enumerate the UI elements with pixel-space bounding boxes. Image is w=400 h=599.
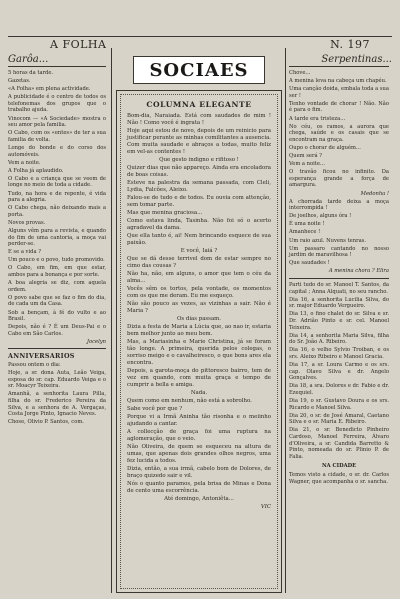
- left-paragraph: O Cabo chega, não deixando mais a porta.: [8, 205, 106, 218]
- center-paragraph: Mas, a Mariasinha e Marie Christina, já se foram tão longe. A primeira, querida pelos colegas, o sorriso meigo e o cavalheiresco, o que bons ares ela encontra.: [127, 339, 271, 366]
- center-paragraph: Que se dá desse terrivel dom de estar sempre no cimo das cousas ?: [127, 256, 271, 269]
- logo-text: SOCIAES: [149, 59, 249, 81]
- right-paragraph: Dia 21, o sr. Benedicto Pinheiro Cardoso, Manoel Ferreira, Álvaro d'Oliveira, a sr. Candida Barretto & Pinto, nomeada do sr. Plinio P. de Falia.: [289, 427, 389, 460]
- right-paragraph: Dia 16, o velho Sylvio Troiban, e os srs. Aleixo Ribeiro e Manoel Gracia.: [289, 347, 389, 360]
- right-paragraph: Quem será ?: [289, 153, 322, 160]
- right-paragraph: De joelhos, alguns óra !: [289, 213, 352, 220]
- left-paragraph: Gazetas.: [8, 78, 31, 85]
- right-paragraph: Dia 19, o sr. Gustavo Doura e os srs. Ricardo e Manoel Silva.: [289, 398, 389, 411]
- center-paragraph: Bom-dia, Naraiada. Está com saudades de mim ! Não ! Como você é ingrata !: [127, 113, 271, 126]
- right-paragraph: Dia 18, a sra. Dolores e dr. Fabio e dr. Ezequiel.: [289, 383, 389, 396]
- right-section-rule: [289, 66, 389, 67]
- right-section-title: Serpentinas...: [321, 54, 392, 65]
- right-paragraph: Uma canção doida, embala toda a sua ser !: [289, 86, 389, 99]
- center-paragraph: Dizia, então, a sua irmã, cabelo bom de Dolores, de braço quizedo sair e vil.: [127, 466, 271, 479]
- column-text: [127, 113, 271, 511]
- na-cidade-heading: NA CIDADE: [321, 463, 357, 470]
- right-paragraph: Dia 17, a sr. Loura Carmo e os srs. cap. Olavo Silva e dr. Angelo Gonçalves.: [289, 362, 389, 382]
- left-paragraph: O Cabo e a criança que se veem de longe no meio de toda a cidade.: [8, 175, 106, 189]
- left-paragraph: 5 horas da tarde.: [8, 70, 54, 76]
- center-paragraph: Nada.: [190, 389, 208, 396]
- center-paragraph: Falou-se de tudo e de todos. Eu ouvia com attenção, sem tomar parte.: [127, 194, 271, 208]
- column-frame-inner: [120, 94, 278, 589]
- right-paragraph: Tenho vontade de chorar ! Não. Não é para o fim.: [289, 100, 389, 114]
- right-paragraph: Temos visto a cidade, o sr. dr. Carlos Wagner, que acompanha o sr. sancha.: [289, 471, 389, 485]
- center-paragraph: Esteve na palestra da semana passada, com Cleli, Lydia, Falcões, Aleixo.: [127, 179, 271, 193]
- center-paragraph: Dizia a festa de Maria a Lúcia que, ao nao ir, estaria bem melhor junto ao meu bem.: [127, 324, 271, 338]
- right-paragraph: A tarde era tristeza...: [289, 115, 346, 122]
- left-paragraph: Tudo, na hora e de repente, é vida para a alegria.: [8, 190, 106, 204]
- right-signature: A menina chora ? Elira: [328, 268, 389, 275]
- left-divider: [8, 348, 106, 349]
- right-paragraph: Um passaro cantando no nosso jardim de maravilhosa !: [289, 245, 389, 259]
- right-paragraph: Oupo o chorar de alguém...: [289, 144, 361, 151]
- left-paragraph: A publicidade é o centro de todos os telefonemas dos grupos que o trabalho ajuda.: [8, 94, 106, 114]
- left-paragraph: Novos provas.: [8, 219, 46, 226]
- center-paragraph: Que gesto indigno e rifitoso !: [159, 156, 239, 163]
- left-paragraph: Um pouco e o povo, tudo promovido.: [8, 257, 105, 264]
- anniversaries-title: ANNIVERSARIOS: [8, 352, 75, 361]
- right-paragraph: Dia 13, o fino chalet do sr. Silva e sr. Dr. Adrião Pinto e sr. cel. Manoel Teixeira.: [289, 311, 389, 331]
- left-section-title: Garôa...: [8, 54, 49, 65]
- center-column: [116, 56, 282, 593]
- issue-number: N. 197: [330, 38, 370, 51]
- right-paragraph: Vem a noite...: [289, 161, 325, 168]
- center-signature: VIC: [260, 504, 271, 511]
- center-paragraph: Nós o quanto paramos, pela brisa de Minas e Dona de cento uma escorrência.: [127, 481, 271, 494]
- center-paragraph: Sabe você por que ?: [127, 406, 183, 413]
- center-paragraph: Hoje aqui estou de novo, depois de um reinicio para justificar perante as minhas comilitantes a ausencia. Com muita saudade e abraços a todas, muito feliz em vel-as contentes !: [127, 128, 272, 155]
- right-paragraph: Dia 14, a senhorita Maria Silva, filha do Sr. João A. Ribeiro.: [289, 332, 389, 346]
- right-paragraph: Que saudades !: [289, 260, 330, 267]
- top-rule: [8, 36, 392, 37]
- column-divider-left: [111, 48, 112, 593]
- right-paragraph: Dia 20, o sr. de José Amaral, Caetano Silva e o sr. Maria E. Ribeiro.: [289, 412, 389, 426]
- center-paragraph: Quizer dias que não appareço. Ainda era encoladora de boas coisas.: [127, 164, 271, 178]
- center-paragraph: Os dias passam.: [176, 316, 221, 323]
- right-paragraph: O travão ficou no infinito. Da esperança grande a força de amargura.: [289, 169, 389, 189]
- center-paragraph: Mas que menina graciosa...: [127, 209, 203, 216]
- left-paragraph: O povo sabe que se faz o fim do dia, de cada um da Casa.: [8, 294, 106, 308]
- left-paragraph: Vem a noite.: [8, 159, 41, 166]
- center-paragraph: Não Oliveira, de quem se esqueceu na altura de umas, que apenas dois grandes olhos negros, uma fez lucida a todos.: [127, 444, 271, 464]
- center-paragraph: Não são pouco as vezes, as vizinhas a sair. Não é Maria ?: [127, 301, 271, 314]
- center-paragraph: Não ha, não, em alguns, o amor que tem o céu da alma...: [127, 271, 271, 284]
- sociaes-logo: [133, 56, 265, 84]
- column-frame: [116, 90, 282, 593]
- right-paragraph: A menina leva na cabeça um chapéu.: [289, 78, 387, 85]
- left-paragraph: Depois, não é ? É um Deus-Pai e o Cabo em São Carlos.: [8, 324, 106, 337]
- center-paragraph: Como estava linda, Tasinha. Não foi só o acerto agradavel da dama.: [127, 218, 271, 231]
- anniv-paragraph: Chose, Olivio P. Santos, com.: [8, 419, 84, 426]
- left-paragraph: Vinocom — «A Sociedade» mostra o seu amor pela familia.: [8, 115, 106, 129]
- left-paragraph: Longe do bonde e do corso dos automóveis.: [8, 144, 106, 158]
- right-paragraph: Um raio azul. Nuvens tenras.: [289, 237, 366, 244]
- left-paragraph: O Cabo, com os «entes» de ter a sua familia de volta.: [8, 130, 106, 143]
- center-paragraph: Quem como em nenhum, não está a sobrolho.: [127, 398, 252, 404]
- right-paragraph: Amanhece !: [289, 229, 321, 236]
- column-divider-right: [285, 48, 286, 593]
- center-paragraph: A collecção de graça foi uma ruptura na aglomeração, que o veio.: [127, 429, 271, 443]
- left-paragraph: A boa alegria se diz, com aquela ordem.: [8, 280, 106, 293]
- left-paragraph: «A Folha» em plena actividade.: [8, 86, 91, 93]
- left-paragraph: O Cabo, em fim, em que estar, ambos para a bonança e por sorte.: [8, 265, 106, 279]
- right-paragraph: Chove...: [289, 70, 311, 76]
- right-paragraph: Dia 16, a senhorita Lucilia Silva, do sr. major Eduardo Vergueiro.: [289, 296, 389, 310]
- right-paragraph: É uma noite !: [289, 221, 325, 228]
- center-paragraph: Que ella tanto é, ai! Nem brincando esquece de sua paixão.: [127, 233, 271, 246]
- right-paragraph: No céu, os ramos, a aurora que chega, saúde e os casais que se encontram na graça.: [289, 123, 389, 143]
- column-title: COLUMNA ELEGANTE: [146, 100, 252, 109]
- right-column: [289, 70, 389, 487]
- left-paragraph: Alguns vêm para a revista, e quando do fim de uma cantoria, a moça vai perder-se.: [8, 227, 106, 248]
- right-paragraph: A chorrada tarde deixa a moça interrompida !: [289, 198, 389, 212]
- center-paragraph: Depois, a garota-moça do pittoresco bairro, tem de vez em quando, com muita graça e tempo de cumprir a bella e amiga.: [127, 368, 271, 388]
- anniv-paragraph: Passou ontem o dia:: [8, 362, 61, 369]
- left-signature: Jocelyn: [86, 338, 106, 345]
- anniv-paragraph: Amanhã, a senhorita Laura Pilla, filha do sr. Frederico Pereira da Silva, e a senhora de A. Vergaças, Costa Jorge Pinto, Ignacio Neves.: [8, 391, 106, 418]
- center-paragraph: Até domingo, Antoniêta...: [164, 496, 234, 503]
- center-paragraph: E você, Iaiá ?: [180, 248, 218, 254]
- newspaper-title: A FOLHA: [50, 38, 107, 51]
- left-section-rule: [8, 66, 106, 67]
- anniv-paragraph: Hoje, a sr. dona Auta, Leão Veiga, esposa do sr. cap. Eduardo Veiga e o sr. Moacyr Teixeira.: [8, 370, 106, 390]
- left-paragraph: A Folha já aplaudido.: [8, 167, 64, 174]
- center-paragraph: Vocês sêm os tortos, pela vontade, os momentos com os que me deram. Eu me esqueço.: [127, 286, 271, 299]
- right-divider: [289, 278, 389, 279]
- left-paragraph: Sob a bençam, à fé do vulto e ao Brasil.: [8, 309, 106, 323]
- left-paragraph: E se a vida ?: [8, 249, 41, 256]
- right-paragraph: Parti tudo do sr. Manoel T. Santos, da capital ; Anna Alquati, no seu rancho.: [289, 282, 389, 295]
- right-paragraph: Medonha !: [360, 190, 389, 197]
- center-paragraph: Porque vi a Irmã Aninha tão risonha e o meiinho ajudando a cantar.: [127, 414, 271, 428]
- left-column: [8, 70, 106, 427]
